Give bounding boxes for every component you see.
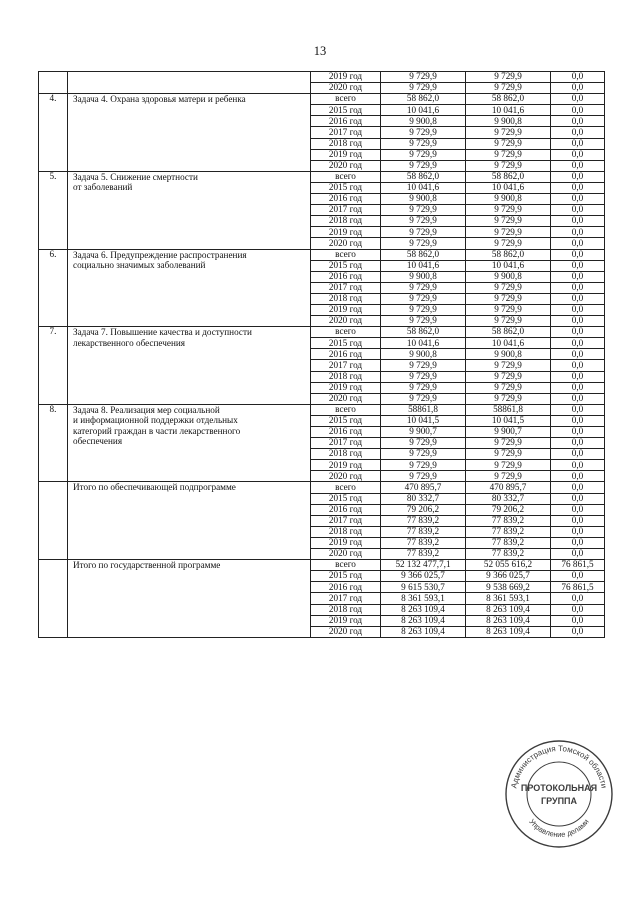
total-amount-cell: 9 729,9 (381, 471, 466, 482)
budget-amount-cell: 9 729,9 (466, 360, 551, 371)
total-amount-cell: 9 729,9 (381, 138, 466, 149)
budget-amount-cell: 470 895,7 (466, 482, 551, 493)
period-cell: 2019 год (311, 615, 381, 626)
period-cell: всего (311, 327, 381, 338)
other-amount-cell: 0,0 (551, 393, 605, 404)
total-amount-cell: 58861,8 (381, 404, 466, 415)
other-amount-cell: 0,0 (551, 327, 605, 338)
total-amount-cell: 9 729,9 (381, 83, 466, 94)
total-amount-cell: 9 729,9 (381, 393, 466, 404)
period-cell: 2019 год (311, 149, 381, 160)
total-amount-cell: 9 729,9 (381, 205, 466, 216)
budget-amount-cell: 9 729,9 (466, 72, 551, 83)
budget-amount-cell: 58 862,0 (466, 249, 551, 260)
period-cell: 2020 год (311, 393, 381, 404)
table-row (39, 560, 605, 571)
period-cell: 2018 год (311, 216, 381, 227)
budget-amount-cell: 9 729,9 (466, 304, 551, 315)
period-cell: 2018 год (311, 449, 381, 460)
other-amount-cell: 0,0 (551, 238, 605, 249)
task-name-cell (68, 482, 311, 560)
budget-amount-cell: 9 900,8 (466, 194, 551, 205)
budget-amount-cell: 9 729,9 (466, 438, 551, 449)
task-number-cell (39, 560, 68, 638)
other-amount-cell: 0,0 (551, 171, 605, 182)
period-cell: 2016 год (311, 116, 381, 127)
period-cell: 2017 год (311, 593, 381, 604)
table-row (39, 482, 605, 493)
budget-amount-cell: 9 729,9 (466, 227, 551, 238)
page-number: 13 (313, 44, 327, 58)
period-cell: 2020 год (311, 238, 381, 249)
period-cell: 2020 год (311, 626, 381, 637)
budget-amount-cell: 9 366 025,7 (466, 571, 551, 582)
period-cell: 2019 год (311, 304, 381, 315)
other-amount-cell: 0,0 (551, 94, 605, 105)
total-amount-cell: 9 729,9 (381, 72, 466, 83)
other-amount-cell: 0,0 (551, 537, 605, 548)
budget-amount-cell: 10 041,6 (466, 260, 551, 271)
other-amount-cell: 0,0 (551, 515, 605, 526)
total-amount-cell: 58 862,0 (381, 94, 466, 105)
total-amount-cell: 10 041,6 (381, 338, 466, 349)
total-amount-cell: 77 839,2 (381, 515, 466, 526)
task-name-line: Итого по обеспечивающей подпрограмме (73, 482, 236, 493)
period-cell: 2019 год (311, 537, 381, 548)
other-amount-cell: 0,0 (551, 438, 605, 449)
period-cell: 2017 год (311, 282, 381, 293)
other-amount-cell: 0,0 (551, 371, 605, 382)
budget-amount-cell: 77 839,2 (466, 537, 551, 548)
other-amount-cell: 0,0 (551, 216, 605, 227)
budget-amount-cell: 9 729,9 (466, 83, 551, 94)
total-amount-cell: 8 263 109,4 (381, 626, 466, 637)
other-amount-cell: 0,0 (551, 116, 605, 127)
total-amount-cell: 58 862,0 (381, 249, 466, 260)
other-amount-cell: 0,0 (551, 72, 605, 83)
budget-amount-cell: 9 729,9 (466, 393, 551, 404)
period-cell: 2020 год (311, 549, 381, 560)
budget-amount-cell: 10 041,6 (466, 105, 551, 116)
other-amount-cell: 0,0 (551, 449, 605, 460)
task-name-line: обеспечения (73, 436, 123, 447)
budget-amount-cell: 9 729,9 (466, 138, 551, 149)
period-cell: 2016 год (311, 582, 381, 593)
stamp-bottom-text: Управление делами (527, 817, 591, 840)
table-body (39, 72, 605, 638)
period-cell: 2020 год (311, 316, 381, 327)
stamp-center-line-1: ПРОТОКОЛЬНАЯ (520, 783, 598, 793)
other-amount-cell: 0,0 (551, 260, 605, 271)
budget-amount-cell: 9 729,9 (466, 160, 551, 171)
period-cell: 2019 год (311, 382, 381, 393)
period-cell: 2015 год (311, 338, 381, 349)
total-amount-cell: 9 729,9 (381, 227, 466, 238)
period-cell: 2016 год (311, 504, 381, 515)
other-amount-cell: 0,0 (551, 360, 605, 371)
budget-amount-cell: 8 263 109,4 (466, 604, 551, 615)
task-name-line: и информационной поддержки отдельных (73, 415, 238, 426)
task-name-line: Задача 8. Реализация мер социальной (73, 404, 220, 415)
total-amount-cell: 8 263 109,4 (381, 604, 466, 615)
total-amount-cell: 77 839,2 (381, 537, 466, 548)
total-amount-cell: 9 729,9 (381, 160, 466, 171)
period-cell: 2019 год (311, 72, 381, 83)
budget-amount-cell: 9 729,9 (466, 460, 551, 471)
budget-amount-cell: 9 900,7 (466, 427, 551, 438)
total-amount-cell: 9 729,9 (381, 438, 466, 449)
period-cell: 2015 год (311, 105, 381, 116)
task-name-line: от заболеваний (73, 182, 133, 193)
period-cell: 2015 год (311, 415, 381, 426)
other-amount-cell: 0,0 (551, 105, 605, 116)
other-amount-cell: 0,0 (551, 338, 605, 349)
other-amount-cell: 0,0 (551, 493, 605, 504)
budget-amount-cell: 58 862,0 (466, 171, 551, 182)
budget-amount-cell: 9 729,9 (466, 371, 551, 382)
other-amount-cell: 0,0 (551, 404, 605, 415)
task-name-line: Задача 4. Охрана здоровья матери и ребенка (73, 94, 246, 105)
other-amount-cell: 0,0 (551, 571, 605, 582)
period-cell: 2017 год (311, 515, 381, 526)
other-amount-cell: 0,0 (551, 205, 605, 216)
budget-amount-cell: 10 041,6 (466, 182, 551, 193)
period-cell: всего (311, 94, 381, 105)
task-number-cell: 8. (39, 404, 68, 482)
other-amount-cell: 0,0 (551, 549, 605, 560)
task-name-cell (68, 327, 311, 405)
total-amount-cell: 10 041,6 (381, 182, 466, 193)
total-amount-cell: 58 862,0 (381, 171, 466, 182)
period-cell: 2019 год (311, 227, 381, 238)
other-amount-cell: 0,0 (551, 415, 605, 426)
other-amount-cell: 0,0 (551, 83, 605, 94)
budget-amount-cell: 9 729,9 (466, 382, 551, 393)
period-cell: 2015 год (311, 182, 381, 193)
total-amount-cell: 8 263 109,4 (381, 615, 466, 626)
budget-amount-cell: 9 538 669,2 (466, 582, 551, 593)
period-cell: всего (311, 249, 381, 260)
total-amount-cell: 10 041,6 (381, 260, 466, 271)
other-amount-cell: 0,0 (551, 593, 605, 604)
period-cell: 2016 год (311, 427, 381, 438)
budget-amount-cell: 52 055 616,2 (466, 560, 551, 571)
task-name-cell (68, 72, 311, 94)
total-amount-cell: 9 729,9 (381, 304, 466, 315)
budget-amount-cell: 77 839,2 (466, 549, 551, 560)
total-amount-cell: 52 132 477,7,1 (381, 560, 466, 571)
other-amount-cell: 0,0 (551, 194, 605, 205)
budget-amount-cell: 10 041,5 (466, 415, 551, 426)
budget-amount-cell: 8 361 593,1 (466, 593, 551, 604)
total-amount-cell: 9 900,8 (381, 349, 466, 360)
budget-amount-cell: 9 729,9 (466, 282, 551, 293)
other-amount-cell: 0,0 (551, 127, 605, 138)
task-name-cell (68, 249, 311, 327)
budget-amount-cell: 8 263 109,4 (466, 615, 551, 626)
task-name-line: социально значимых заболеваний (73, 259, 206, 270)
task-name-cell (68, 94, 311, 172)
task-name-line: Задача 7. Повышение качества и доступности (73, 327, 252, 338)
budget-amount-cell: 9 900,8 (466, 349, 551, 360)
total-amount-cell: 9 729,9 (381, 282, 466, 293)
budget-amount-cell: 9 729,9 (466, 449, 551, 460)
other-amount-cell: 0,0 (551, 138, 605, 149)
task-name-line: лекарственного обеспечения (73, 337, 186, 348)
period-cell: 2020 год (311, 160, 381, 171)
period-cell: 2019 год (311, 460, 381, 471)
other-amount-cell: 0,0 (551, 460, 605, 471)
budget-amount-cell: 58861,8 (466, 404, 551, 415)
budget-amount-cell: 58 862,0 (466, 94, 551, 105)
other-amount-cell: 0,0 (551, 604, 605, 615)
total-amount-cell: 9 729,9 (381, 316, 466, 327)
budget-amount-cell: 9 729,9 (466, 293, 551, 304)
budget-amount-cell: 9 729,9 (466, 149, 551, 160)
other-amount-cell: 0,0 (551, 149, 605, 160)
total-amount-cell: 470 895,7 (381, 482, 466, 493)
total-amount-cell: 9 900,8 (381, 194, 466, 205)
other-amount-cell: 76 861,5 (551, 582, 605, 593)
budget-amount-cell: 9 729,9 (466, 238, 551, 249)
other-amount-cell: 0,0 (551, 316, 605, 327)
total-amount-cell: 9 729,9 (381, 293, 466, 304)
other-amount-cell: 0,0 (551, 349, 605, 360)
period-cell: 2018 год (311, 526, 381, 537)
table-row (39, 249, 605, 260)
period-cell: 2018 год (311, 138, 381, 149)
period-cell: 2015 год (311, 571, 381, 582)
total-amount-cell: 9 729,9 (381, 238, 466, 249)
budget-amount-cell: 9 729,9 (466, 471, 551, 482)
task-name-line: категорий граждан в части лекарственного (73, 425, 241, 436)
total-amount-cell: 77 839,2 (381, 526, 466, 537)
total-amount-cell: 9 900,8 (381, 116, 466, 127)
other-amount-cell: 0,0 (551, 526, 605, 537)
period-cell: 2015 год (311, 260, 381, 271)
task-name-line: Итого по государственной программе (73, 560, 221, 571)
table-row (39, 94, 605, 105)
budget-amount-cell: 9 729,9 (466, 316, 551, 327)
other-amount-cell: 0,0 (551, 160, 605, 171)
total-amount-cell: 9 729,9 (381, 382, 466, 393)
budget-amount-cell: 9 729,9 (466, 127, 551, 138)
period-cell: 2017 год (311, 205, 381, 216)
table-row (39, 171, 605, 182)
period-cell: 2017 год (311, 360, 381, 371)
total-amount-cell: 9 900,8 (381, 271, 466, 282)
budget-amount-cell: 79 206,2 (466, 504, 551, 515)
protocol-group-stamp (503, 738, 615, 850)
period-cell: всего (311, 560, 381, 571)
total-amount-cell: 9 366 025,7 (381, 571, 466, 582)
other-amount-cell: 0,0 (551, 626, 605, 637)
budget-amount-cell: 80 332,7 (466, 493, 551, 504)
task-number-cell (39, 482, 68, 560)
total-amount-cell: 10 041,5 (381, 415, 466, 426)
budget-table (38, 71, 605, 638)
stamp-outer-text: Администрация Томской области (509, 743, 609, 789)
other-amount-cell: 0,0 (551, 615, 605, 626)
budget-amount-cell: 58 862,0 (466, 327, 551, 338)
total-amount-cell: 9 729,9 (381, 371, 466, 382)
total-amount-cell: 79 206,2 (381, 504, 466, 515)
table-row (39, 404, 605, 415)
total-amount-cell: 8 361 593,1 (381, 593, 466, 604)
budget-amount-cell: 77 839,2 (466, 526, 551, 537)
total-amount-cell: 10 041,6 (381, 105, 466, 116)
other-amount-cell: 0,0 (551, 271, 605, 282)
task-name-cell (68, 171, 311, 249)
task-number-cell: 5. (39, 171, 68, 249)
table-row (39, 72, 605, 83)
task-name-line: Задача 5. Снижение смертности (73, 171, 198, 182)
other-amount-cell: 0,0 (551, 482, 605, 493)
budget-amount-cell: 77 839,2 (466, 515, 551, 526)
period-cell: 2018 год (311, 293, 381, 304)
total-amount-cell: 9 900,7 (381, 427, 466, 438)
period-cell: 2018 год (311, 604, 381, 615)
task-number-cell (39, 72, 68, 94)
period-cell: всего (311, 482, 381, 493)
total-amount-cell: 77 839,2 (381, 549, 466, 560)
task-number-cell: 6. (39, 249, 68, 327)
period-cell: 2016 год (311, 271, 381, 282)
total-amount-cell: 9 729,9 (381, 360, 466, 371)
other-amount-cell: 0,0 (551, 282, 605, 293)
budget-amount-cell: 10 041,6 (466, 338, 551, 349)
other-amount-cell: 0,0 (551, 182, 605, 193)
other-amount-cell: 0,0 (551, 427, 605, 438)
budget-amount-cell: 9 900,8 (466, 271, 551, 282)
other-amount-cell: 76 861,5 (551, 560, 605, 571)
total-amount-cell: 58 862,0 (381, 327, 466, 338)
other-amount-cell: 0,0 (551, 304, 605, 315)
stamp-inner-circle (527, 762, 591, 826)
total-amount-cell: 80 332,7 (381, 493, 466, 504)
period-cell: всего (311, 171, 381, 182)
period-cell: 2015 год (311, 493, 381, 504)
total-amount-cell: 9 729,9 (381, 216, 466, 227)
period-cell: 2017 год (311, 127, 381, 138)
stamp-center-line-2: ГРУППА (540, 796, 578, 806)
total-amount-cell: 9 729,9 (381, 460, 466, 471)
task-name-cell (68, 560, 311, 638)
other-amount-cell: 0,0 (551, 227, 605, 238)
table-row (39, 327, 605, 338)
budget-amount-cell: 8 263 109,4 (466, 626, 551, 637)
total-amount-cell: 9 729,9 (381, 127, 466, 138)
other-amount-cell: 0,0 (551, 249, 605, 260)
period-cell: 2018 год (311, 371, 381, 382)
task-name-line: Задача 6. Предупреждение распространения (73, 249, 247, 260)
period-cell: 2016 год (311, 194, 381, 205)
task-number-cell: 7. (39, 327, 68, 405)
period-cell: 2020 год (311, 471, 381, 482)
other-amount-cell: 0,0 (551, 382, 605, 393)
total-amount-cell: 9 729,9 (381, 449, 466, 460)
period-cell: 2020 год (311, 83, 381, 94)
other-amount-cell: 0,0 (551, 293, 605, 304)
other-amount-cell: 0,0 (551, 471, 605, 482)
other-amount-cell: 0,0 (551, 504, 605, 515)
total-amount-cell: 9 615 530,7 (381, 582, 466, 593)
task-name-cell (68, 404, 311, 482)
total-amount-cell: 9 729,9 (381, 149, 466, 160)
task-number-cell: 4. (39, 94, 68, 172)
budget-amount-cell: 9 729,9 (466, 216, 551, 227)
budget-amount-cell: 9 900,8 (466, 116, 551, 127)
period-cell: 2016 год (311, 349, 381, 360)
period-cell: всего (311, 404, 381, 415)
budget-amount-cell: 9 729,9 (466, 205, 551, 216)
period-cell: 2017 год (311, 438, 381, 449)
